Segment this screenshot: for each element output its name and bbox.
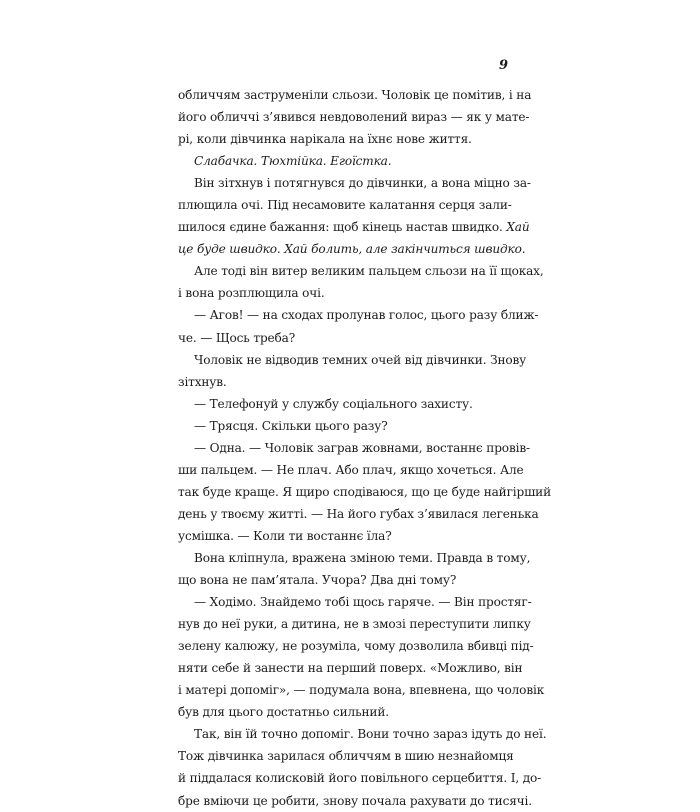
text-span: й піддалася колисковій його повільного серцебиття. І, до- (178, 771, 542, 786)
text-line (178, 238, 526, 260)
italic-text: Слабачка. Тюхтійка. Егоїстка. (194, 154, 392, 169)
text-span: няти себе й занести на перший поверх. «Можливо, він (178, 661, 523, 676)
text-span: плющила очі. Під несамовите калатання серця зали- (178, 198, 512, 213)
text-line (178, 635, 534, 657)
text-span: день у твоєму житті. — На його губах з’явилася легенька (178, 506, 539, 521)
text-line (178, 282, 506, 304)
text-line (178, 150, 506, 172)
body-text (178, 84, 551, 812)
text-line (178, 415, 506, 437)
text-line (178, 304, 539, 326)
text-line (178, 194, 512, 216)
text-span: і матері допоміг», — подумала вона, впевнена, що чоловік (178, 683, 545, 698)
text-line (178, 84, 532, 106)
text-span: зітхнув. (178, 374, 227, 389)
italic-text: це буде швидко. Хай болить, але закінчиться швидко. (178, 242, 526, 257)
text-line (178, 349, 527, 371)
text-line (178, 371, 506, 393)
text-line (178, 459, 524, 481)
text-line (178, 767, 542, 789)
text-line (178, 525, 506, 547)
text-span: ши пальцем. — Не плач. Або плач, якщо хочеться. Але (178, 462, 524, 477)
text-span: що вона не пам’ятала. Учора? Два дні тому? (178, 573, 457, 588)
text-span: — Трясця. Скільки цього разу? (194, 418, 388, 433)
text-span: і вона розплющила очі. (178, 286, 325, 301)
text-span: рі, коли дівчинка нарікала на їхнє нове життя. (178, 132, 472, 147)
text-line (178, 613, 531, 635)
text-span: нув до неї руки, а дитина, не в змозі переступити липку (178, 617, 531, 632)
text-span: — Агов! — на сходах пролунав голос, цього разу ближ- (194, 308, 539, 323)
text-line (178, 216, 530, 238)
text-line (178, 260, 544, 282)
text-line (178, 723, 547, 745)
text-line (178, 327, 506, 349)
text-line (178, 657, 523, 679)
text-span: Але тоді він витер великим пальцем сльози на її щоках, (194, 264, 544, 279)
text-span: Він зітхнув і потягнувся до дівчинки, а вона міцно за- (194, 176, 531, 191)
text-line (178, 106, 530, 128)
text-line (178, 569, 506, 591)
text-span: усмішка. — Коли ти востаннє їла? (178, 528, 392, 543)
text-line (178, 745, 514, 767)
italic-text: Хай (506, 220, 530, 235)
text-span: Так, він їй точно допоміг. Вони точно зараз ідуть до неї. (194, 727, 547, 742)
text-span: — Одна. — Чоловік заграв жовнами, востаннє провів- (194, 440, 530, 455)
text-span: — Ходімо. Знайдемо тобі щось гаряче. — Він простяг- (194, 595, 532, 610)
text-span: так буде краще. Я щиро сподіваюся, що це буде найгірший (178, 484, 551, 499)
text-line (178, 679, 545, 701)
text-line (178, 393, 506, 415)
text-span: Вона кліпнула, вражена зміною теми. Правда в тому, (194, 550, 531, 565)
page-number: 9 (498, 58, 508, 73)
text-line (178, 790, 532, 812)
text-line (178, 437, 530, 459)
text-line (178, 481, 551, 503)
text-span: Тож дівчинка зарилася обличчям в шию незнайомця (178, 749, 514, 764)
text-line (178, 591, 532, 613)
text-span: шилося єдине бажання: щоб кінець настав швидко. (178, 220, 507, 235)
text-span: — Телефонуй у службу соціального захисту. (194, 396, 473, 411)
text-line (178, 503, 539, 525)
text-span: обличчям заструменіли сльози. Чоловік це помітив, і на (178, 88, 532, 102)
text-line (178, 172, 531, 194)
text-span: Чоловік не відводив темних очей від дівчинки. Знову (194, 352, 527, 367)
text-line (178, 701, 506, 723)
text-line (178, 128, 506, 150)
text-span: був для цього достатньо сильний. (178, 705, 389, 720)
text-span: че. — Щось треба? (178, 330, 296, 345)
text-span: його обличчі з’явився невдоволений вираз — як у мате- (178, 110, 530, 125)
text-line (178, 547, 531, 569)
text-span: зелену калюжу, не розуміла, чому дозволила вбивці під- (178, 639, 534, 654)
text-span: бре вміючи це робити, знову почала рахувати до тисячі. (178, 793, 532, 808)
